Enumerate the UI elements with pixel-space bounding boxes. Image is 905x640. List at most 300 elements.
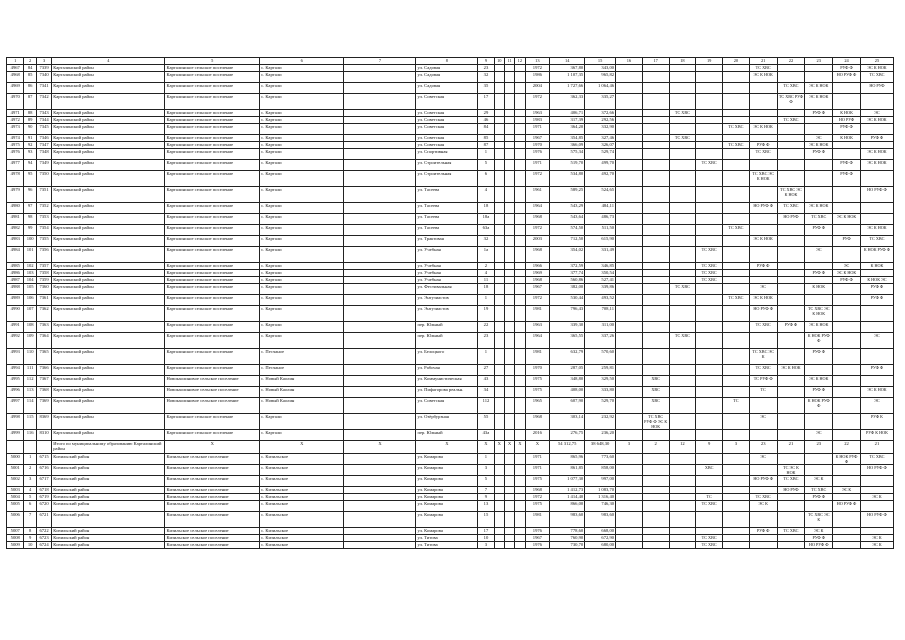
- works-cell-23: РУФ Ф: [805, 149, 833, 160]
- locality-cell: с. Картали: [260, 203, 344, 214]
- col12-cell: [515, 414, 525, 430]
- locality-cell: с. Кизильское: [260, 494, 344, 501]
- street-cell: ул. Пифагорова реальн.: [416, 387, 478, 398]
- works-cell-19: [696, 387, 723, 398]
- total-area-cell: 382,00: [550, 284, 585, 295]
- building-code: 7365: [36, 349, 51, 365]
- register-body: [7, 58, 894, 549]
- year-cell: 2004: [525, 83, 550, 94]
- table-row: [7, 160, 894, 171]
- row-local-index: 88: [24, 110, 36, 117]
- street-cell: ул. Комарова: [416, 512, 478, 528]
- works-cell-24: ЭС К НОК: [833, 214, 861, 225]
- total-count-5: 3: [723, 441, 750, 454]
- works-cell-20: [723, 501, 750, 512]
- locality-cell: с. Кизильское: [260, 542, 344, 549]
- col16-cell: [616, 365, 643, 376]
- table-row: [7, 376, 894, 387]
- works-cell-22: [777, 142, 805, 149]
- works-cell-19: [696, 528, 723, 535]
- col12-cell: [515, 333, 525, 349]
- works-cell-19: ТС ХВС: [696, 501, 723, 512]
- building-code: 6716: [36, 465, 51, 476]
- street-cell: ул. Спортивная: [416, 149, 478, 160]
- works-cell-19: ТС ХВС: [696, 247, 723, 263]
- works-cell-21: ЭС: [749, 284, 777, 295]
- col10-cell: [494, 333, 504, 349]
- col10-cell: [494, 535, 504, 542]
- works-cell-25: ТС ХВС: [860, 236, 893, 247]
- works-cell-22: [777, 494, 805, 501]
- col12-cell: [515, 454, 525, 465]
- total-area-cell: 377,74: [550, 270, 585, 277]
- works-cell-17: [642, 365, 669, 376]
- house-number-cell: 11: [478, 277, 494, 284]
- works-cell-19: [696, 124, 723, 135]
- works-cell-22: [777, 124, 805, 135]
- building-code: 7343: [36, 110, 51, 117]
- col11-cell: [504, 349, 514, 365]
- works-cell-18: [669, 512, 696, 528]
- works-cell-24: [833, 333, 861, 349]
- locality-cell: с. Картали: [260, 110, 344, 117]
- year-cell: 1964: [525, 333, 550, 349]
- house-number-cell: 23: [478, 65, 494, 72]
- works-cell-23: ЭС К: [805, 476, 833, 487]
- building-code: 6720: [36, 501, 51, 512]
- works-cell-21: [749, 512, 777, 528]
- building-code: 6724: [36, 542, 51, 549]
- works-cell-20: [723, 465, 750, 476]
- works-cell-20: [723, 187, 750, 203]
- total-x-4: X: [416, 441, 478, 454]
- col7-cell: [344, 110, 416, 117]
- district-cell: Кизильский район: [52, 494, 165, 501]
- works-cell-20: ТС ХВС: [723, 142, 750, 149]
- works-cell-21: НО РУФ Ф: [749, 476, 777, 487]
- settlement-cell: Карталинское сельское поселение: [165, 430, 260, 441]
- col7-cell: [344, 535, 416, 542]
- settlement-cell: Карталинское сельское поселение: [165, 277, 260, 284]
- settlement-cell: Карталинское сельское поселение: [165, 365, 260, 376]
- locality-cell: с. Картали: [260, 135, 344, 142]
- col11-cell: [504, 501, 514, 512]
- district-cell: Карталинский район: [52, 124, 165, 135]
- works-cell-18: [669, 365, 696, 376]
- locality-cell: с. Кизильское: [260, 487, 344, 494]
- col11-cell: [504, 365, 514, 376]
- building-code: 7354: [36, 225, 51, 236]
- col16-cell: [616, 65, 643, 72]
- col10-cell: [494, 512, 504, 528]
- col7-cell: [344, 487, 416, 494]
- works-cell-25: [860, 270, 893, 277]
- works-cell-23: ЭС: [805, 430, 833, 441]
- table-row: [7, 203, 894, 214]
- living-area-cell: 524,65: [585, 187, 616, 203]
- year-cell: 1972: [525, 494, 550, 501]
- works-cell-21: [749, 465, 777, 476]
- works-cell-17: [642, 306, 669, 322]
- row-local-index: 7: [24, 512, 36, 528]
- col11-cell: [504, 236, 514, 247]
- col7-cell: [344, 117, 416, 124]
- works-cell-25: К НОК ЭС: [860, 277, 893, 284]
- works-cell-20: [723, 476, 750, 487]
- column-number-16: 16: [616, 58, 643, 65]
- col11-cell: [504, 430, 514, 441]
- row-index: 4999: [7, 430, 24, 441]
- col10-cell: [494, 295, 504, 306]
- col10-cell: [494, 476, 504, 487]
- works-cell-24: [833, 387, 861, 398]
- works-cell-18: [669, 225, 696, 236]
- total-living-sum: 38 648,30: [585, 441, 616, 454]
- works-cell-23: ЭС К НОК: [805, 94, 833, 110]
- house-number-cell: 35: [478, 83, 494, 94]
- works-cell-25: РУФ Ф: [860, 365, 893, 376]
- works-cell-17: [642, 270, 669, 277]
- row-index: 4976: [7, 149, 24, 160]
- works-cell-25: НО РУФ Ф: [860, 187, 893, 203]
- house-number-cell: 1: [478, 349, 494, 365]
- street-cell: ул. Озёрбурзная: [416, 414, 478, 430]
- works-cell-23: РУФ Ф: [805, 494, 833, 501]
- works-cell-23: ЭС: [805, 135, 833, 142]
- total-area-cell: 362,33: [550, 94, 585, 110]
- row-local-index: 95: [24, 171, 36, 187]
- column-number-22: 22: [777, 58, 805, 65]
- works-cell-24: НО РУФ Ф: [833, 501, 861, 512]
- works-cell-18: [669, 528, 696, 535]
- house-number-cell: 34: [478, 387, 494, 398]
- works-cell-18: [669, 295, 696, 306]
- works-cell-23: ЭС: [805, 247, 833, 263]
- works-cell-20: [723, 542, 750, 549]
- works-cell-23: ЭС К НОК: [805, 376, 833, 387]
- works-cell-25: РУФ Ф: [860, 295, 893, 306]
- works-cell-19: [696, 398, 723, 414]
- settlement-cell: Карталинское сельское поселение: [165, 72, 260, 83]
- works-cell-22: [777, 247, 805, 263]
- col16-cell: [616, 535, 643, 542]
- house-number-cell: 32: [478, 72, 494, 83]
- works-cell-21: РУФ Ф: [749, 142, 777, 149]
- works-cell-20: [723, 512, 750, 528]
- total-area-cell: 276,75: [550, 430, 585, 441]
- district-cell: Карталинский район: [52, 203, 165, 214]
- works-cell-25: [860, 376, 893, 387]
- works-cell-23: К НОК РУФ Ф: [805, 398, 833, 414]
- house-number-cell: 19: [478, 306, 494, 322]
- column-number-25: 25: [860, 58, 893, 65]
- col12-cell: [515, 72, 525, 83]
- year-cell: 1967: [525, 135, 550, 142]
- row-local-index: 4: [24, 487, 36, 494]
- total-area-cell: 607,90: [550, 398, 585, 414]
- col12-cell: [515, 94, 525, 110]
- house-number-cell: 6: [478, 171, 494, 187]
- total-area-cell: 530,44: [550, 295, 585, 306]
- works-cell-24: ЭС: [833, 263, 861, 270]
- col16-cell: [616, 263, 643, 270]
- col10-cell: [494, 365, 504, 376]
- row-index: 4985: [7, 263, 24, 270]
- col11-cell: [504, 65, 514, 72]
- total-count-7: 21: [777, 441, 805, 454]
- row-index: 5001: [7, 465, 24, 476]
- works-cell-23: [805, 124, 833, 135]
- works-cell-18: [669, 376, 696, 387]
- works-cell-17: [642, 494, 669, 501]
- living-area-cell: 527,41: [585, 277, 616, 284]
- row-index: 4996: [7, 387, 24, 398]
- building-code: 6721: [36, 512, 51, 528]
- settlement-cell: Карталинское сельское поселение: [165, 83, 260, 94]
- house-number-cell: 17: [478, 94, 494, 110]
- col7-cell: [344, 270, 416, 277]
- district-cell: Карталинский район: [52, 414, 165, 430]
- works-cell-25: НО РУФ Ф: [860, 465, 893, 476]
- works-cell-23: [805, 465, 833, 476]
- works-cell-21: НО РУФ Ф: [749, 306, 777, 322]
- year-cell: 1965: [525, 398, 550, 414]
- col16-cell: [616, 476, 643, 487]
- district-cell: Кизильский район: [52, 501, 165, 512]
- locality-cell: с. Картали: [260, 306, 344, 322]
- works-cell-19: [696, 414, 723, 430]
- col7-cell: [344, 465, 416, 476]
- district-cell: Карталинский район: [52, 247, 165, 263]
- building-code: 8310: [36, 430, 51, 441]
- col11-cell: [504, 110, 514, 117]
- table-row: [7, 187, 894, 203]
- year-cell: 1983: [525, 117, 550, 124]
- col16-cell: [616, 349, 643, 365]
- total-area-cell: 1 727,66: [550, 83, 585, 94]
- works-cell-23: [805, 263, 833, 270]
- works-cell-18: [669, 94, 696, 110]
- works-cell-17: [642, 187, 669, 203]
- works-cell-22: [777, 501, 805, 512]
- col11-cell: [504, 284, 514, 295]
- works-cell-22: [777, 376, 805, 387]
- year-cell: 1972: [525, 94, 550, 110]
- table-row: [7, 277, 894, 284]
- settlement-cell: Карталинское сельское поселение: [165, 203, 260, 214]
- row-index: 4975: [7, 142, 24, 149]
- works-cell-23: РУФ Ф: [805, 535, 833, 542]
- works-cell-17: [642, 149, 669, 160]
- total-label: Итого по муниципальному образованию Карталинский район: [52, 441, 165, 454]
- col11-cell: [504, 376, 514, 387]
- works-cell-25: ЭС К: [860, 494, 893, 501]
- works-cell-20: [723, 247, 750, 263]
- locality-cell: с. Картали: [260, 214, 344, 225]
- works-cell-18: [669, 398, 696, 414]
- works-cell-19: [696, 65, 723, 72]
- settlement-cell: Карталинское сельское поселение: [165, 247, 260, 263]
- works-cell-18: [669, 171, 696, 187]
- year-cell: 1975: [525, 376, 550, 387]
- row-local-index: 91: [24, 135, 36, 142]
- settlement-cell: Карталинское сельское поселение: [165, 263, 260, 270]
- works-cell-19: ТС ХВС: [696, 160, 723, 171]
- works-cell-21: ТС ХВС: [749, 365, 777, 376]
- column-number-24: 24: [833, 58, 861, 65]
- col12-cell: [515, 349, 525, 365]
- works-cell-22: НО РУФ: [777, 487, 805, 494]
- works-cell-17: [642, 124, 669, 135]
- district-cell: Карталинский район: [52, 376, 165, 387]
- works-cell-24: [833, 414, 861, 430]
- table-row: [7, 349, 894, 365]
- col7-cell: [344, 306, 416, 322]
- street-cell: ул. Энтузиастов: [416, 306, 478, 322]
- living-area-cell: 529,74: [585, 149, 616, 160]
- locality-cell: с. Картали: [260, 295, 344, 306]
- works-cell-17: [642, 454, 669, 465]
- district-cell: Карталинский район: [52, 110, 165, 117]
- works-cell-25: РУФ К: [860, 414, 893, 430]
- works-cell-25: [860, 214, 893, 225]
- col11-cell: [504, 83, 514, 94]
- works-cell-18: ТС ХВС: [669, 110, 696, 117]
- building-code: 7341: [36, 83, 51, 94]
- house-number-cell: 1а: [478, 247, 494, 263]
- works-cell-21: [749, 83, 777, 94]
- works-cell-23: ЭС К НОК: [805, 83, 833, 94]
- living-area-cell: 680,00: [585, 542, 616, 549]
- district-cell: Карталинский район: [52, 430, 165, 441]
- col12-cell: [515, 535, 525, 542]
- house-number-cell: 18: [478, 284, 494, 295]
- street-cell: ул. Садовая: [416, 83, 478, 94]
- works-cell-24: [833, 142, 861, 149]
- works-cell-19: [696, 333, 723, 349]
- works-cell-21: ЭС К: [749, 501, 777, 512]
- col10-cell: [494, 236, 504, 247]
- total-area-cell: 339,30: [550, 322, 585, 333]
- works-cell-18: [669, 430, 696, 441]
- works-cell-25: ЭС К НОК: [860, 149, 893, 160]
- works-cell-22: [777, 454, 805, 465]
- works-cell-19: [696, 349, 723, 365]
- works-cell-20: [723, 277, 750, 284]
- year-cell: 2003: [525, 236, 550, 247]
- works-cell-17: ХВС: [642, 376, 669, 387]
- works-cell-18: [669, 263, 696, 270]
- col16-cell: [616, 270, 643, 277]
- house-number-cell: 9: [478, 494, 494, 501]
- col16-cell: [616, 512, 643, 528]
- works-cell-22: [777, 284, 805, 295]
- works-cell-20: [723, 333, 750, 349]
- settlement-cell: Карталинское сельское поселение: [165, 270, 260, 277]
- works-cell-19: [696, 476, 723, 487]
- works-cell-19: [696, 236, 723, 247]
- total-x-7: X: [504, 441, 514, 454]
- locality-cell: с. Картали: [260, 142, 344, 149]
- row-local-index: 116: [24, 430, 36, 441]
- col12-cell: [515, 214, 525, 225]
- building-code: 7356: [36, 247, 51, 263]
- total-count-8: 23: [805, 441, 833, 454]
- row-index: 4971: [7, 110, 24, 117]
- district-cell: Карталинский район: [52, 94, 165, 110]
- works-cell-18: [669, 349, 696, 365]
- works-cell-23: ТС ХВС ЭС К: [805, 512, 833, 528]
- building-code: 6717: [36, 476, 51, 487]
- works-cell-25: ЭС К: [860, 542, 893, 549]
- district-cell: Карталинский район: [52, 263, 165, 270]
- district-cell: Карталинский район: [52, 236, 165, 247]
- works-cell-22: РУФ Ф: [777, 322, 805, 333]
- living-area-cell: 346,85: [585, 263, 616, 270]
- col11-cell: [504, 225, 514, 236]
- living-area-cell: 332,90: [585, 124, 616, 135]
- works-cell-19: ТС ХВС: [696, 542, 723, 549]
- building-code: 6719: [36, 494, 51, 501]
- row-local-index: 93: [24, 149, 36, 160]
- column-number-5: 5: [165, 58, 260, 65]
- district-cell: Карталинский район: [52, 295, 165, 306]
- works-cell-21: ТС ХВС: [749, 149, 777, 160]
- street-cell: ул. Трактовая: [416, 236, 478, 247]
- building-code: 6722: [36, 528, 51, 535]
- col12-cell: [515, 270, 525, 277]
- col7-cell: [344, 542, 416, 549]
- row-local-index: 111: [24, 365, 36, 376]
- col12-cell: [515, 277, 525, 284]
- row-index: 4989: [7, 295, 24, 306]
- living-area-cell: 1 064,46: [585, 83, 616, 94]
- total-area-cell: 1 412,73: [550, 487, 585, 494]
- locality-cell: с. Картали: [260, 277, 344, 284]
- col12-cell: [515, 124, 525, 135]
- street-cell: ул. Советская: [416, 117, 478, 124]
- works-cell-20: [723, 117, 750, 124]
- works-cell-24: [833, 542, 861, 549]
- locality-cell: с. Картали: [260, 124, 344, 135]
- settlement-cell: Карталинское сельское поселение: [165, 135, 260, 142]
- col12-cell: [515, 365, 525, 376]
- living-area-cell: 259,81: [585, 365, 616, 376]
- street-cell: ул. Тасеева: [416, 225, 478, 236]
- works-cell-24: [833, 465, 861, 476]
- total-count-3: 12: [669, 441, 696, 454]
- row-index: 4992: [7, 333, 24, 349]
- col12-cell: [515, 387, 525, 398]
- column-number-4: 4: [52, 58, 165, 65]
- works-cell-20: [723, 322, 750, 333]
- locality-cell: с. Картали: [260, 270, 344, 277]
- works-cell-25: [860, 349, 893, 365]
- building-code: 7359: [36, 277, 51, 284]
- works-cell-24: РУФ: [833, 236, 861, 247]
- col7-cell: [344, 236, 416, 247]
- works-cell-22: [777, 65, 805, 72]
- works-cell-22: [777, 160, 805, 171]
- works-cell-22: ТС ХВС: [777, 528, 805, 535]
- works-cell-19: [696, 284, 723, 295]
- works-cell-18: ТС ХВС: [669, 135, 696, 142]
- works-cell-25: [860, 322, 893, 333]
- total-area-cell: 632,79: [550, 349, 585, 365]
- table-row: [7, 398, 894, 414]
- works-cell-20: [723, 171, 750, 187]
- row-index: 5009: [7, 542, 24, 549]
